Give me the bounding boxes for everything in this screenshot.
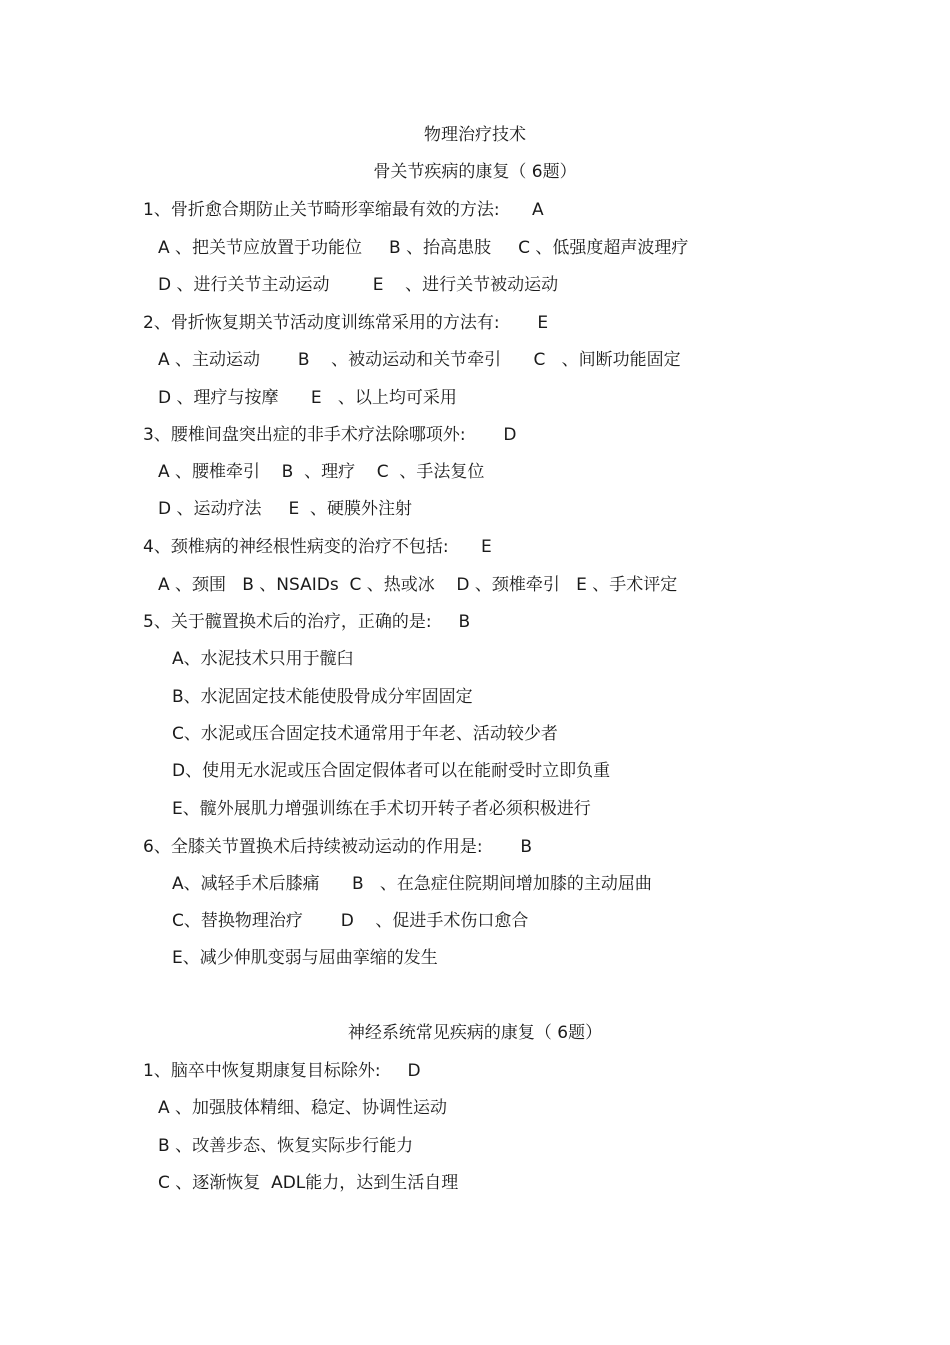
question: 1、脑卒中恢复期康复目标除外: D [143,1061,421,1081]
question: 4、颈椎病的神经根性病变的治疗不包括: E [143,537,492,557]
section-title: 骨关节疾病的康复（ 6题） [373,162,577,182]
option-line: A、减轻手术后膝痛 B 、在急症住院期间增加膝的主动屈曲 [172,874,652,894]
option-line: A 、把关节应放置于功能位 B 、抬高患肢 C 、低强度超声波理疗 [158,238,689,258]
option-line: C、水泥或压合固定技术通常用于年老、活动较少者 [172,724,558,744]
option-line: D、使用无水泥或压合固定假体者可以在能耐受时立即负重 [172,761,611,781]
question: 6、全膝关节置换术后持续被动运动的作用是: B [143,837,533,857]
doc-title: 物理治疗技术 [424,125,526,145]
option-line: A 、主动运动 B 、被动运动和关节牵引 C 、间断功能固定 [158,350,681,370]
option-line: C、替换物理治疗 D 、促进手术伤口愈合 [172,911,529,931]
option-line: A、水泥技术只用于髋臼 [172,649,354,669]
option-line: E、减少伸肌变弱与屈曲挛缩的发生 [172,948,438,968]
option-line: A 、颈围 B 、NSAIDs C 、热或冰 D 、颈椎牵引 E 、手术评定 [158,575,678,595]
option-line: B、水泥固定技术能使股骨成分牢固固定 [172,687,473,707]
option-line: E、髋外展肌力增强训练在手术切开转子者必须积极进行 [172,799,591,819]
option-line: D 、进行关节主动运动 E 、进行关节被动运动 [158,275,559,295]
section-title: 神经系统常见疾病的康复（ 6题） [347,1023,603,1043]
question: 2、骨折恢复期关节活动度训练常采用的方法有: E [143,313,549,333]
option-line: B 、改善步态、恢复实际步行能力 [158,1136,414,1156]
option-line: A 、加强肢体精细、稳定、协调性运动 [158,1098,448,1118]
question: 5、关于髋置换术后的治疗，正确的是: B [143,612,471,632]
option-line: D 、运动疗法 E 、硬膜外注射 [158,499,413,519]
question: 1、骨折愈合期防止关节畸形挛缩最有效的方法: A [143,200,544,220]
option-line: D 、理疗与按摩 E 、以上均可采用 [158,388,457,408]
question: 3、腰椎间盘突出症的非手术疗法除哪项外: D [143,425,517,445]
option-line: C 、逐渐恢复 ADL能力，达到生活自理 [158,1173,459,1193]
option-line: A 、腰椎牵引 B 、理疗 C 、手法复位 [158,462,485,482]
